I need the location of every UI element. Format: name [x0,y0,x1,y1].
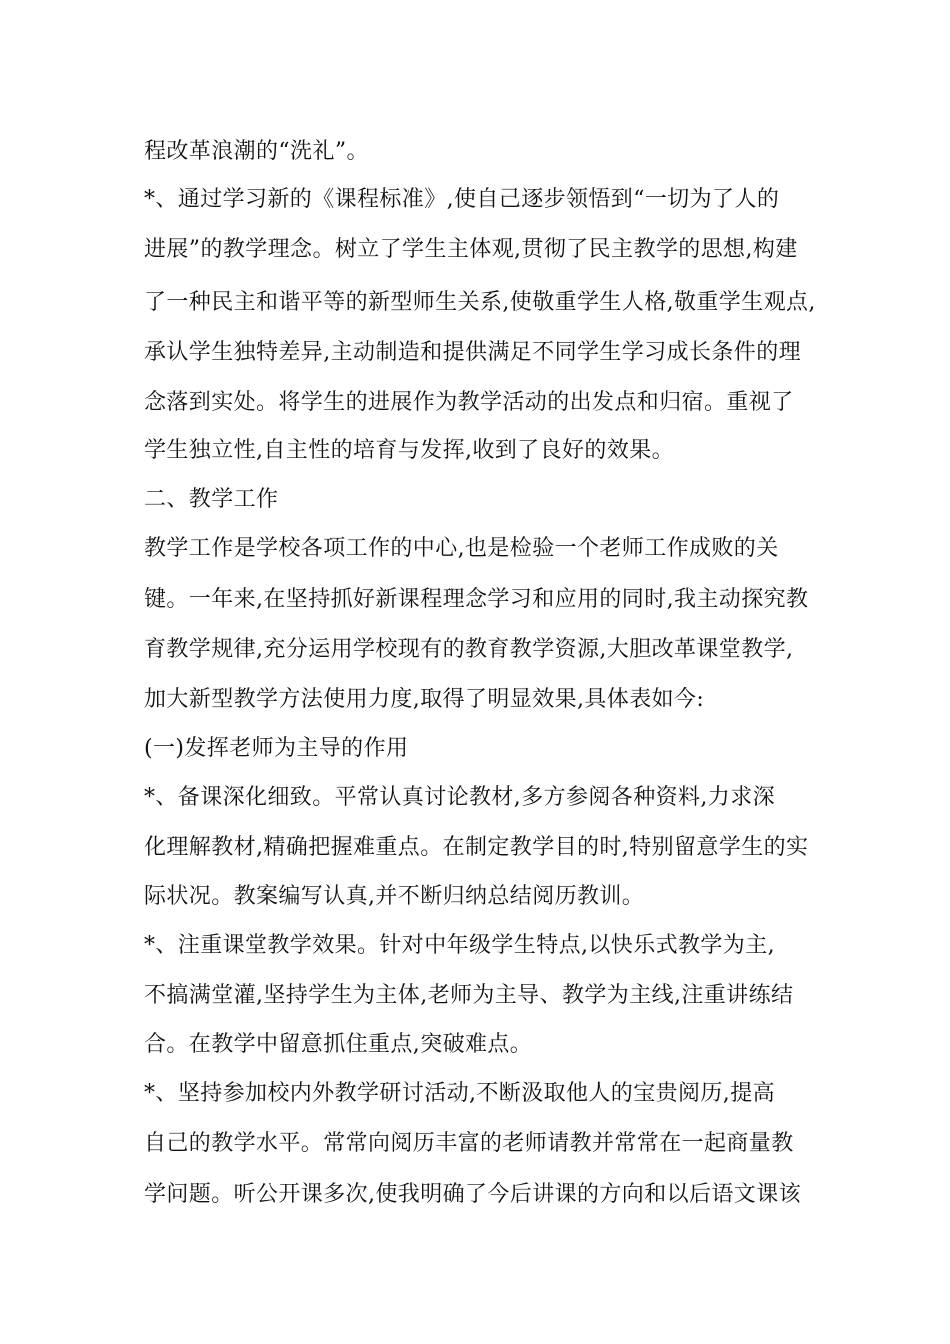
text-line: 承认学生独特差异,主动制造和提供满足不同学生学习成长条件的理 [144,340,801,365]
text-line: 进展”的教学理念。树立了学生主体观,贯彻了民主教学的思想,构建 [144,237,798,262]
text-line: 育教学规律,充分运用学校现有的教育教学资源,大胆改革课堂教学, [144,637,794,662]
text-line: 学问题。听公开课多次,使我明确了今后讲课的方向和以后语文课该 [144,1182,801,1207]
text-line: 际状况。教案编写认真,并不断归纳总结阅历教训。 [144,884,645,909]
text-line: *、备课深化细致。平常认真讨论教材,多方参阅各种资料,力求深 [144,785,775,810]
subsection-heading: (一)发挥老师为主导的作用 [144,736,409,761]
text-line: 自己的教学水平。常常向阅历丰富的老师请教并常常在一起商量教 [144,1131,794,1156]
text-line: 学生独立性,自主性的培育与发挥,收到了良好的效果。 [144,438,674,463]
text-line: *、通过学习新的《课程标准》,使自己逐步领悟到“一切为了人的 [144,187,780,212]
text-line: 键。一年来,在坚持抓好新课程理念学习和应用的同时,我主动探究教 [144,587,809,612]
text-line: 念落到实处。将学生的进展作为教学活动的出发点和归宿。重视了 [144,390,794,415]
text-line: 了一种民主和谐平等的新型师生关系,使敬重学生人格,敬重学生观点, [144,290,816,315]
text-line: *、坚持参加校内外教学研讨活动,不断汲取他人的宝贵阅历,提高 [144,1081,775,1106]
text-line: 不搞满堂灌,坚持学生为主体,老师为主导、教学为主线,注重讲练结 [144,983,794,1008]
text-line: 程改革浪潮的“洗礼”。 [144,139,369,164]
text-line: 化理解教材,精确把握难重点。在制定教学目的时,特别留意学生的实 [144,835,809,860]
text-line: *、注重课堂教学效果。针对中年级学生特点,以快乐式教学为主, [144,933,775,958]
text-line: 加大新型教学方法使用力度,取得了明显效果,具体表如今: [144,687,705,712]
text-line: 合。在教学中留意抓住重点,突破难点。 [144,1032,533,1057]
section-heading: 二、教学工作 [144,487,279,512]
text-line: 教学工作是学校各项工作的中心,也是检验一个老师工作成败的关 [144,536,779,561]
